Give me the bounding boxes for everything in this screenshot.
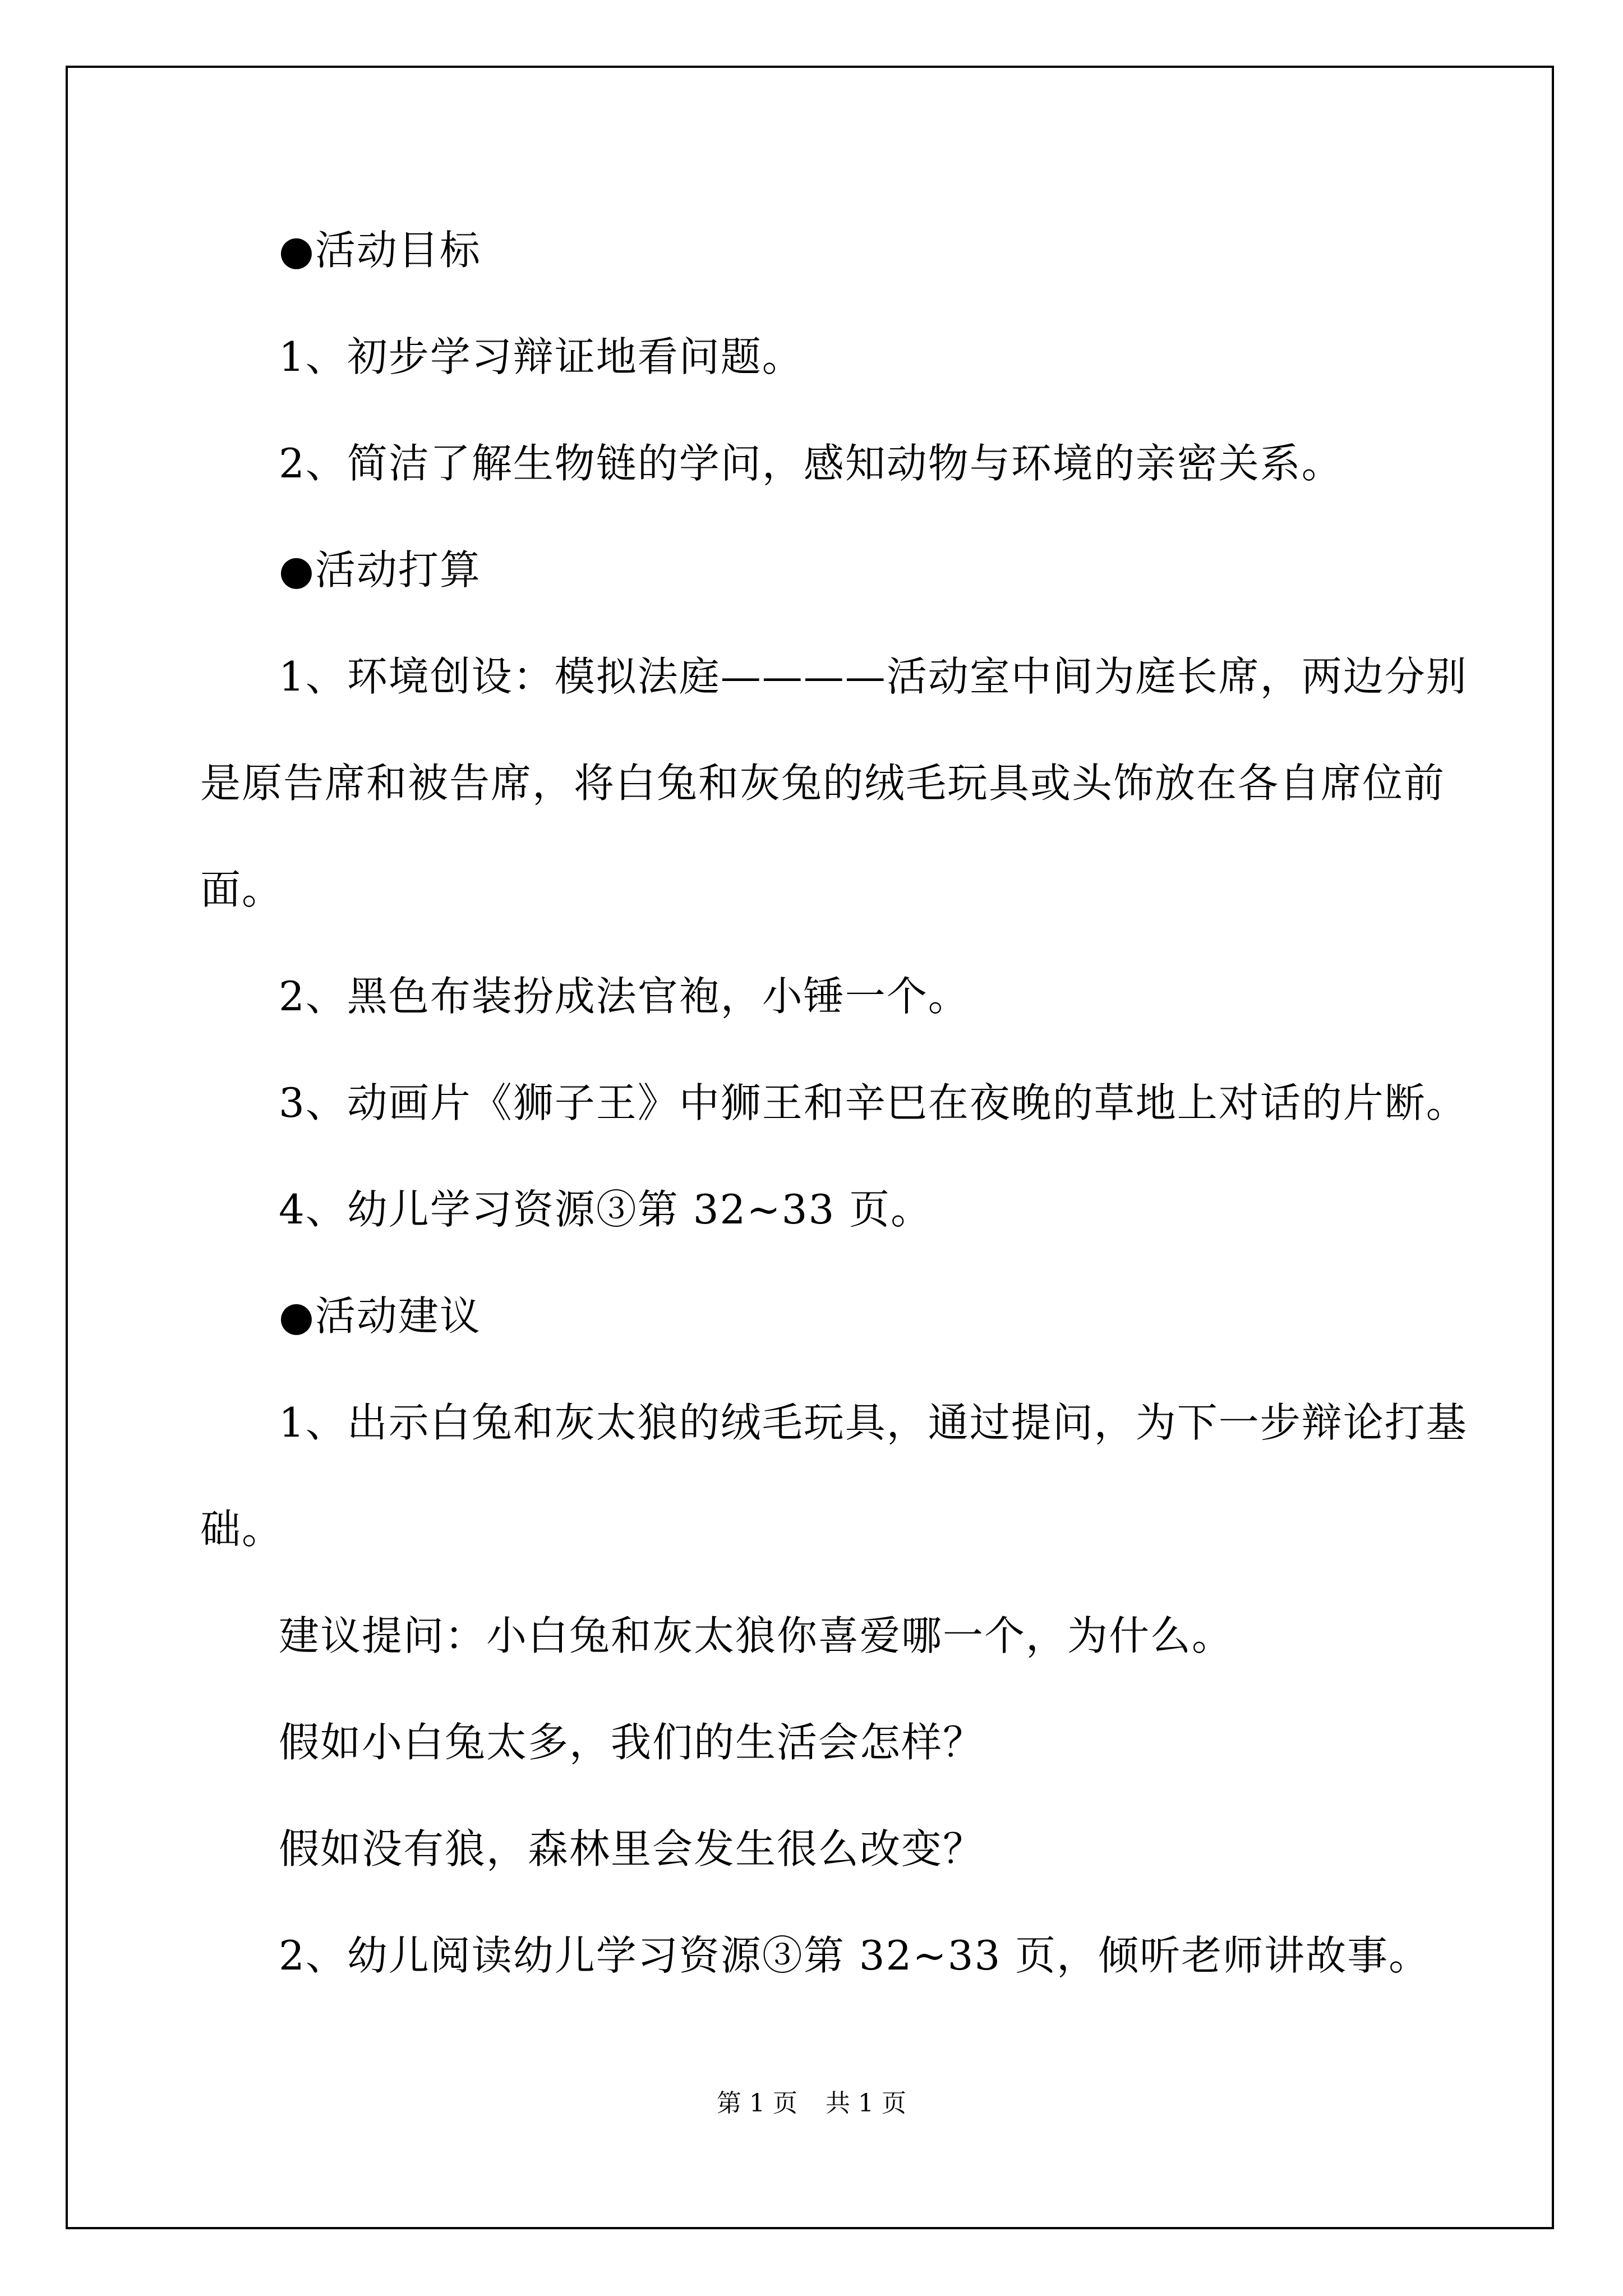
paragraph-continuation: 面。 xyxy=(200,866,284,913)
page-footer xyxy=(0,2087,1623,2120)
page-border xyxy=(66,66,1554,2229)
page-number-total: 共 1 页 xyxy=(826,2089,906,2118)
paragraph: 4、幼儿学习资源③第 32~33 页。 xyxy=(279,1186,933,1233)
paragraph: 1、出示白兔和灰太狼的绒毛玩具，通过提问，为下一步辩论打基 xyxy=(279,1399,1468,1446)
heading-activity-goals: ●活动目标 xyxy=(279,227,481,274)
paragraph: 假如没有狼，森林里会发生很么改变？ xyxy=(279,1825,985,1872)
paragraph: 建议提问：小白兔和灰太狼你喜爱哪一个，为什么。 xyxy=(279,1612,1234,1659)
heading-activity-suggestions: ●活动建议 xyxy=(279,1292,481,1340)
paragraph: 1、环境创设：模拟法庭————活动室中间为庭长席，两边分别 xyxy=(279,653,1468,700)
paragraph: 2、幼儿阅读幼儿学习资源③第 32~33 页，倾听老师讲故事。 xyxy=(279,1932,1431,1979)
paragraph: 假如小白兔太多，我们的生活会怎样？ xyxy=(279,1719,985,1766)
paragraph: 2、简洁了解生物链的学问，感知动物与环境的亲密关系。 xyxy=(279,440,1343,487)
page-number-current: 第 1 页 xyxy=(717,2089,797,2118)
paragraph-continuation: 础。 xyxy=(200,1506,284,1553)
paragraph: 2、黑色布装扮成法官袍，小锤一个。 xyxy=(279,973,970,1020)
heading-activity-preparation: ●活动打算 xyxy=(279,546,481,593)
paragraph: 3、动画片《狮子王》中狮王和辛巴在夜晚的草地上对话的片断。 xyxy=(279,1079,1468,1126)
paragraph: 1、初步学习辩证地看问题。 xyxy=(279,333,804,380)
paragraph-continuation: 是原告席和被告席，将白兔和灰兔的绒毛玩具或头饰放在各自席位前 xyxy=(200,760,1446,807)
